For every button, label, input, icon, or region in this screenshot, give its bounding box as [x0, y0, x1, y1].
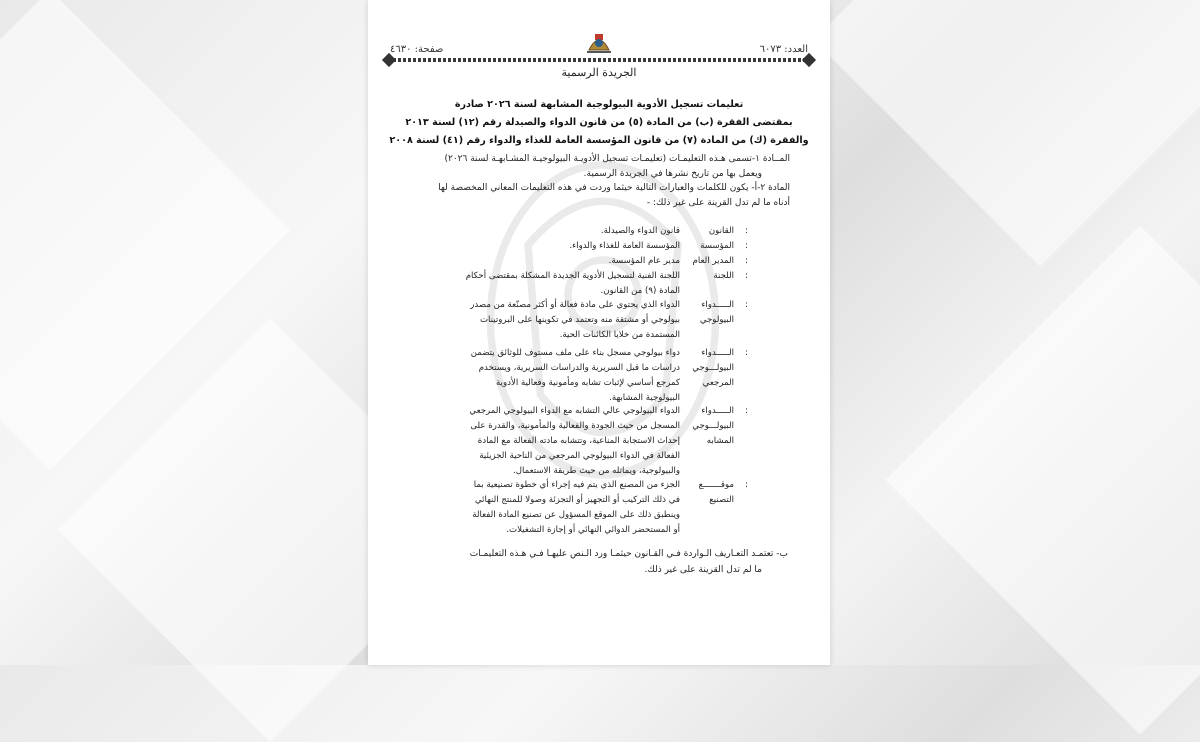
definition-text: المؤسسة العامة للغذاء والدواء. [569, 241, 680, 251]
background-shape [814, 0, 1200, 266]
header-rule [388, 58, 810, 62]
definition-text: الجزء من المصنع الذي يتم فيه إجراء أي خطوة تصنيعية بما في ذلك التركيب أو التجهيز أو التجزئة وصولا للمنتج النهائي وينطبق ذلك على الموقع المسؤول عن تصنيع المادة الفعالة أو المستحضر الدوائي النهائي أو إجازة التشغيلات. [472, 480, 680, 535]
definition-term: اللجنة [713, 271, 734, 281]
article-line: المــادة ١-تسمى هـذه التعليمـات (تعليمـات تسجيل الأدويـة البيولوجيـة المشـابهـة لسنة ٢٠٢٦) [444, 154, 790, 164]
article-line: ويعمل بها من تاريخ نشرها في الجريدة الرسمية. [583, 168, 762, 179]
note-line: ما لم تدل القرينة على غير ذلك. [644, 565, 762, 575]
definition-term: الـــــدواء البيولـــوجي المرجعي [692, 348, 734, 388]
document-title [388, 96, 810, 150]
gazette-page: العدد: ٦٠٧٣ صفحة: ٤٦٣٠ الجريدة الرسمية تعليمات تسجيل الأدوية البيولوجية المشابهة لسنة ٢٠٢٦ صادرة بمقتضى الفقرة (ب) من المادة (٥) من قانون الدواء والصيدلة رقم (١٢) لسنة ٢٠١٣ والفقرة (ك) من المادة (٧) من قانون المؤسسة العامة للغذاء والدواء رقم (٤١) لسنة ٢٠٠٨ المــادة ١-تسمى هـذه التعليمـات (تعليمـات تسجيل الأدويـة البيولوجيـة المشـابهـة لسنة ٢٠٢٦) ويعمل بها من تاريخ نشرها في الجريدة الرسمية. المادة ٢-أ- يكون للكلمات والعبارات التالية حيثما وردت في هذه التعليمات المعاني المخصصة لها أدناه ما لم تدل القرينة على غير ذلك: - القانون : قانون الدواء والصيدلة. المؤسسة : المؤسسة العامة للغذاء والدواء. المدير العام : مدير عام المؤسسة. اللجنة : اللجنة الفنية لتسجيل الأدوية الجديدة المشكلة بمقتضى أحكام المادة (٩) من القانون. الـــــدواء البيولوجي : الدواء الذي يحتوي على مادة فعالة أو أكثر مصنّعة من مصدر بيولوجي أو مشتقة منه وتعتمد في تكوينها على البروتينات المستمدة من خلايا الكائنات الحية. الـــــدواء البيولـــوجي المرجعي : دواء بيولوجي مسجل بناء على ملف مستوف للوثائق يتضمن دراسات ما قبل السريرية والدراسات السريرية، ويستخدم كمرجع أساسي لإثبات تشابه ومأمونية وفعالية الأدوية البيولوجية المشابهة. الـــــدواء البيولـــوجي المشابه : الدواء البيولوجي عالي التشابه مع الدواء البيولوجي المرجعي المسجل من حيث الجودة والفعالية والمأمونية، والقدرة على إحداث الاستجابة المناعية، وتتشابه مادته الفعالة مع المادة الفعالة في الدواء البيولوجي المرجعي من الناحية الجزيئية والبيولوجية، ويماثله من حيث طريقة الاستعمال. موقـــــــع التصنيع : الجزء من المصنع الذي يتم فيه إجراء أي خطوة تصنيعية بما في ذلك التركيب أو التجهيز أو التجزئة وصولا للمنتج النهائي وينطبق ذلك على الموقع المسؤول عن تصنيع المادة الفعالة أو المستحضر الدوائي النهائي أو إجازة التشغيلات. ب- تعتمـد التعـاريف الـواردة فـي القـانون حيثمـا ورد الـنص عليهـا فـي هـذه التعليمـات ما لم تدل القرينة على غير ذلك. [368, 0, 830, 665]
definition-text: مدير عام المؤسسة. [608, 256, 680, 266]
definition-term: الـــــدواء البيولـــوجي المشابه [692, 406, 734, 446]
definition-term: المدير العام [692, 256, 734, 266]
definition-text: اللجنة الفنية لتسجيل الأدوية الجديدة المشكلة بمقتضى أحكام المادة (٩) من القانون. [465, 271, 680, 296]
definition-text: الدواء البيولوجي عالي التشابه مع الدواء البيولوجي المرجعي المسجل من حيث الجودة والفعالية والمأمونية، والقدرة على إحداث الاستجابة المناعية، وتتشابه مادته الفعالة مع المادة الفعالة في الدواء البيولوجي المرجعي من الناحية الجزيئية والبيولوجية، ويماثله من حيث طريقة الاستعمال. [469, 406, 680, 476]
definition-text: قانون الدواء والصيدلة. [600, 226, 680, 236]
definition-text: الدواء الذي يحتوي على مادة فعالة أو أكثر مصنّعة من مصدر بيولوجي أو مشتقة منه وتعتمد في تكوينها على البروتينات المستمدة من خلايا الكائنات الحية. [470, 300, 680, 340]
page-number: صفحة: ٤٦٣٠ [390, 44, 444, 55]
definition-term: القانون [708, 226, 734, 236]
article-line: أدناه ما لم تدل القرينة على غير ذلك: - [646, 197, 790, 208]
title-line: تعليمات تسجيل الأدوية البيولوجية المشابهة لسنة ٢٠٢٦ صادرة [454, 99, 744, 110]
definition-term: الـــــدواء البيولوجي [699, 300, 734, 325]
articles [408, 152, 790, 210]
title-line: بمقتضى الفقرة (ب) من المادة (٥) من قانون الدواء والصيدلة رقم (١٢) لسنة ٢٠١٣ [405, 117, 793, 128]
definition-term: المؤسسة [700, 241, 734, 251]
jordan-emblem-icon [584, 28, 614, 56]
issue-number: العدد: ٦٠٧٣ [759, 44, 808, 55]
definition-term: موقـــــــع التصنيع [698, 480, 734, 505]
note-paragraph [398, 546, 788, 578]
note-line: ب- تعتمـد التعـاريف الـواردة فـي القـانون حيثمـا ورد الـنص عليهـا فـي هـذه التعليمـات [469, 549, 788, 559]
background-shape [885, 225, 1200, 734]
definition-text: دواء بيولوجي مسجل بناء على ملف مستوف للوثائق يتضمن دراسات ما قبل السريرية والدراسات السريرية، ويستخدم كمرجع أساسي لإثبات تشابه ومأمونية وفعالية الأدوية البيولوجية المشابهة. [470, 348, 680, 403]
article-line: المادة ٢-أ- يكون للكلمات والعبارات التالية حيثما وردت في هذه التعليمات المعاني المخصصة لها [438, 183, 790, 193]
gazette-title: الجريدة الرسمية [561, 66, 637, 79]
title-line: والفقرة (ك) من المادة (٧) من قانون المؤسسة العامة للغذاء والدواء رقم (٤١) لسنة ٢٠٠٨ [389, 135, 809, 146]
